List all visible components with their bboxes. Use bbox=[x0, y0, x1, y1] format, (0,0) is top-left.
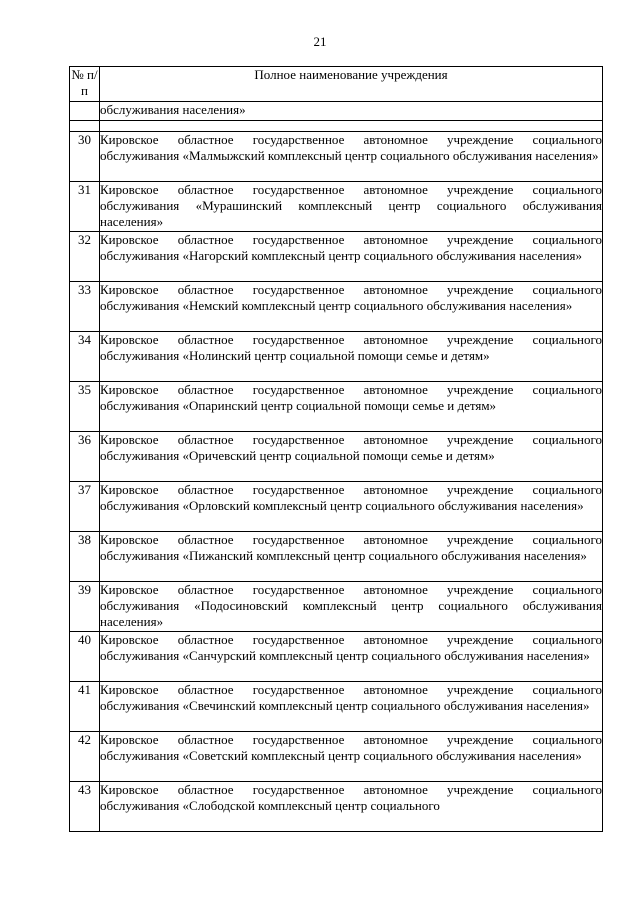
institution-name: Кировское областное государственное автономное учреждение социального обслуживания «Слободской комплексный центр социального bbox=[100, 782, 603, 832]
table-row bbox=[70, 432, 603, 482]
row-number: 34 bbox=[70, 332, 100, 382]
row-number: 35 bbox=[70, 382, 100, 432]
table-row bbox=[70, 182, 603, 232]
institution-name: Кировское областное государственное автономное учреждение социального обслуживания «Пижанский комплексный центр социального обслуживания населения» bbox=[100, 532, 603, 582]
table-row bbox=[70, 382, 603, 432]
row-number: 32 bbox=[70, 232, 100, 282]
table-row bbox=[70, 482, 603, 532]
institution-name: Кировское областное государственное автономное учреждение социального обслуживания «Нагорский комплексный центр социального обслуживания населения» bbox=[100, 232, 603, 282]
header-number: № п/п bbox=[70, 67, 100, 102]
table-row bbox=[70, 532, 603, 582]
row-number: 43 bbox=[70, 782, 100, 832]
table-row bbox=[70, 282, 603, 332]
institution-name: Кировское областное государственное автономное учреждение социального обслуживания «Оричевский центр социальной помощи семье и детям» bbox=[100, 432, 603, 482]
table-header-row bbox=[70, 67, 603, 102]
header-name: Полное наименование учреждения bbox=[100, 67, 603, 102]
row-number: 37 bbox=[70, 482, 100, 532]
table-row bbox=[70, 782, 603, 832]
row-number: 41 bbox=[70, 682, 100, 732]
page-number: 21 bbox=[313, 34, 327, 49]
spacer-cell bbox=[70, 121, 100, 132]
table-row bbox=[70, 232, 603, 282]
institution-name: Кировское областное государственное автономное учреждение социального обслуживания «Опаринский центр социальной помощи семье и детям» bbox=[100, 382, 603, 432]
continuation-name: обслуживания населения» bbox=[100, 102, 603, 121]
row-number: 40 bbox=[70, 632, 100, 682]
table-row bbox=[70, 582, 603, 632]
table-row bbox=[70, 632, 603, 682]
table-row bbox=[70, 732, 603, 782]
institution-name: Кировское областное государственное автономное учреждение социального обслуживания «Подосиновский комплексный центр социального обслуживания населения» bbox=[100, 582, 603, 632]
table-row bbox=[70, 682, 603, 732]
continuation-row bbox=[70, 102, 603, 121]
institution-name: Кировское областное государственное автономное учреждение социального обслуживания «Мурашинский комплексный центр социального обслуживания населения» bbox=[100, 182, 603, 232]
continuation-number-cell bbox=[70, 102, 100, 121]
institution-name: Кировское областное государственное автономное учреждение социального обслуживания «Немский комплексный центр социального обслуживания населения» bbox=[100, 282, 603, 332]
institution-name: Кировское областное государственное автономное учреждение социального обслуживания «Санчурский комплексный центр социального обслуживания населения» bbox=[100, 632, 603, 682]
table-row bbox=[70, 332, 603, 382]
row-number: 42 bbox=[70, 732, 100, 782]
institution-name: Кировское областное государственное автономное учреждение социального обслуживания «Свечинский комплексный центр социального обслуживания населения» bbox=[100, 682, 603, 732]
institution-name: Кировское областное государственное автономное учреждение социального обслуживания «Нолинский центр социальной помощи семье и детям» bbox=[100, 332, 603, 382]
spacer-row bbox=[70, 121, 603, 132]
row-number: 36 bbox=[70, 432, 100, 482]
institutions-table bbox=[69, 66, 603, 832]
row-number: 33 bbox=[70, 282, 100, 332]
row-number: 38 bbox=[70, 532, 100, 582]
institution-name: Кировское областное государственное автономное учреждение социального обслуживания «Орловский комплексный центр социального обслуживания населения» bbox=[100, 482, 603, 532]
table-row bbox=[70, 132, 603, 182]
row-number: 39 bbox=[70, 582, 100, 632]
row-number: 30 bbox=[70, 132, 100, 182]
row-number: 31 bbox=[70, 182, 100, 232]
spacer-cell bbox=[100, 121, 603, 132]
institution-name: Кировское областное государственное автономное учреждение социального обслуживания «Малмыжский комплексный центр социального обслуживания населения» bbox=[100, 132, 603, 182]
institution-name: Кировское областное государственное автономное учреждение социального обслуживания «Советский комплексный центр социального обслуживания населения» bbox=[100, 732, 603, 782]
